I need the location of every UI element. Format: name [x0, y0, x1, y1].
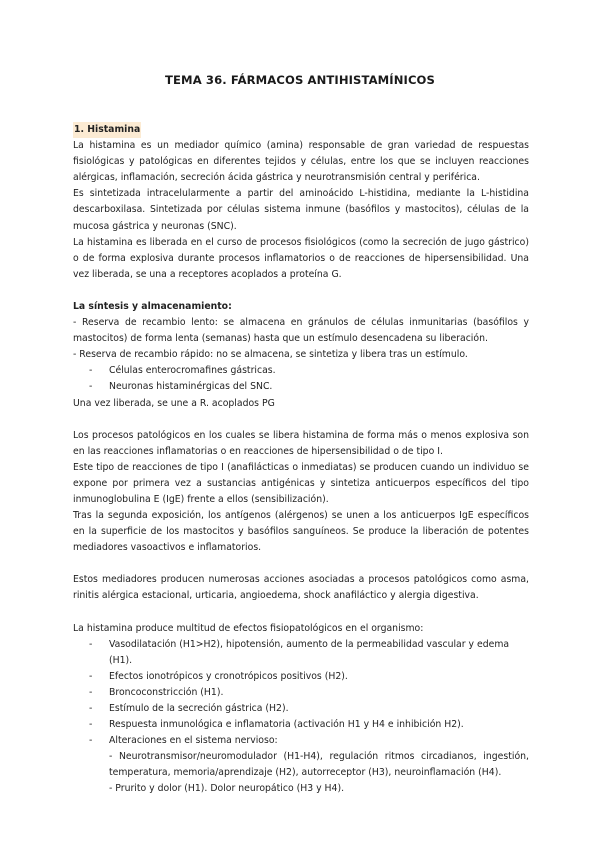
list-item: [73, 637, 529, 669]
subsection-heading: La síntesis y almacenamiento:: [73, 300, 232, 312]
spacer: [73, 556, 529, 572]
dash-bullet: -: [89, 735, 93, 747]
paragraph: Estos mediadores producen numerosas acciones asociadas a procesos patológicos como asma, rinitis alérgica estacional, urticaria, angioedema, shock anafiláctico y alergia digestiva.: [73, 574, 529, 602]
list-item: [73, 379, 529, 395]
list-item-text: Vasodilatación (H1>H2), hipotensión, aumento de la permeabilidad vascular y edema (H1).: [109, 638, 510, 666]
paragraph: Tras la segunda exposición, los antígenos (alérgenos) se unen a los anticuerpos IgE específicos en la superficie de los mastocitos y basófilos sanguíneos. Se produce la liberación de potentes mediadores vasoactivos e inflamatorios.: [73, 510, 529, 554]
list-item: [73, 717, 529, 733]
list-item-text: Neuronas histaminérgicas del SNC.: [109, 381, 273, 393]
document-body: [73, 122, 529, 798]
dash-bullet: -: [89, 703, 93, 714]
paragraph: Una vez liberada, se une a R. acoplados PG: [73, 397, 275, 409]
dash-bullet: -: [89, 719, 93, 731]
list-item-text: Respuesta inmunológica e inflamatoria (activación H1 y H4 e inhibición H2).: [109, 719, 464, 731]
paragraph: Este tipo de reacciones de tipo I (anafilácticas o inmediatas) se producen cuando un individuo se expone por primera vez a sustancias antigénicas y sintetiza anticuerpos específicos del tipo inmunoglobulina E (IgE) frente a ellos (sensibilización).: [73, 461, 529, 505]
list-item-text: Alteraciones en el sistema nervioso:: [109, 735, 278, 747]
paragraph: La histamina es liberada en el curso de procesos fisiológicos (como la secreción de jugo gástrico) o de forma explosiva durante procesos inflamatorios o de reacciones de hipersensibilidad. Una vez liberada, se una a receptores acoplados a proteína G.: [73, 236, 529, 280]
list-item-text: Broncoconstricción (H1).: [109, 686, 224, 698]
dash-bullet: -: [89, 670, 93, 682]
sub-item: - Neurotransmisor/neuromodulador (H1-H4), regulación ritmos circadianos, ingestión, temperatura, memoria/aprendizaje (H2), autorreceptor (H3), neuroinflamación (H4).: [109, 751, 529, 779]
dash-bullet: -: [89, 365, 93, 377]
paragraph: La histamina es un mediador químico (amina) responsable de gran variedad de respuestas fisiológicas y patológicas en diferentes tejidos y células, entre los que se incluyen reacciones alérgicas, inflamación, secreción ácida gástrica y neurotransmisión central y periférica.: [73, 140, 529, 184]
list-item-text: Efectos ionotrópicos y cronotrópicos positivos (H2).: [109, 670, 348, 682]
spacer: [73, 283, 529, 299]
section-heading-text: 1. Histamina: [73, 122, 141, 138]
spacer: [73, 412, 529, 428]
document-title: TEMA 36. FÁRMACOS ANTIHISTAMÍNICOS: [165, 73, 435, 87]
spacer: [73, 605, 529, 621]
dash-bullet: -: [89, 381, 93, 393]
paragraph: La histamina produce multitud de efectos fisiopatológicos en el organismo:: [73, 622, 424, 634]
paragraph: - Reserva de recambio rápido: no se almacena, se sintetiza y libera tras un estímulo.: [73, 349, 468, 361]
section-heading: [73, 122, 529, 138]
dash-bullet: -: [89, 686, 93, 698]
paragraph: Es sintetizada intracelularmente a partir del aminoácido L-histidina, mediante la L-histidina descarboxilasa. Sintetizada por células sistema inmune (basófilos y mastocitos), células de la mucosa gástrica y neuronas (SNC).: [73, 188, 529, 232]
list-item: [73, 669, 529, 685]
dash-list: [73, 363, 529, 395]
list-item: [73, 363, 529, 379]
sub-item: - Prurito y dolor (H1). Dolor neuropático (H3 y H4).: [109, 783, 345, 795]
list-item: [73, 701, 529, 717]
paragraph: - Reserva de recambio lento: se almacena en gránulos de células inmunitarias (basófilos y mastocitos) de forma lenta (semanas) hasta que un estímulo desencadena su liberación.: [73, 317, 529, 345]
list-item-text: Células enterocromafines gástricas.: [109, 365, 276, 377]
dash-bullet: -: [89, 638, 93, 650]
paragraph: Los procesos patológicos en los cuales se libera histamina de forma más o menos explosiva son en las reacciones inflamatorias o en reacciones de hipersensibilidad o de tipo I.: [73, 429, 529, 457]
list-item: [73, 733, 529, 749]
dash-list: [73, 637, 529, 750]
list-item: [73, 685, 529, 701]
list-item-text: Estímulo de la secreción gástrica (H2).: [109, 703, 289, 714]
